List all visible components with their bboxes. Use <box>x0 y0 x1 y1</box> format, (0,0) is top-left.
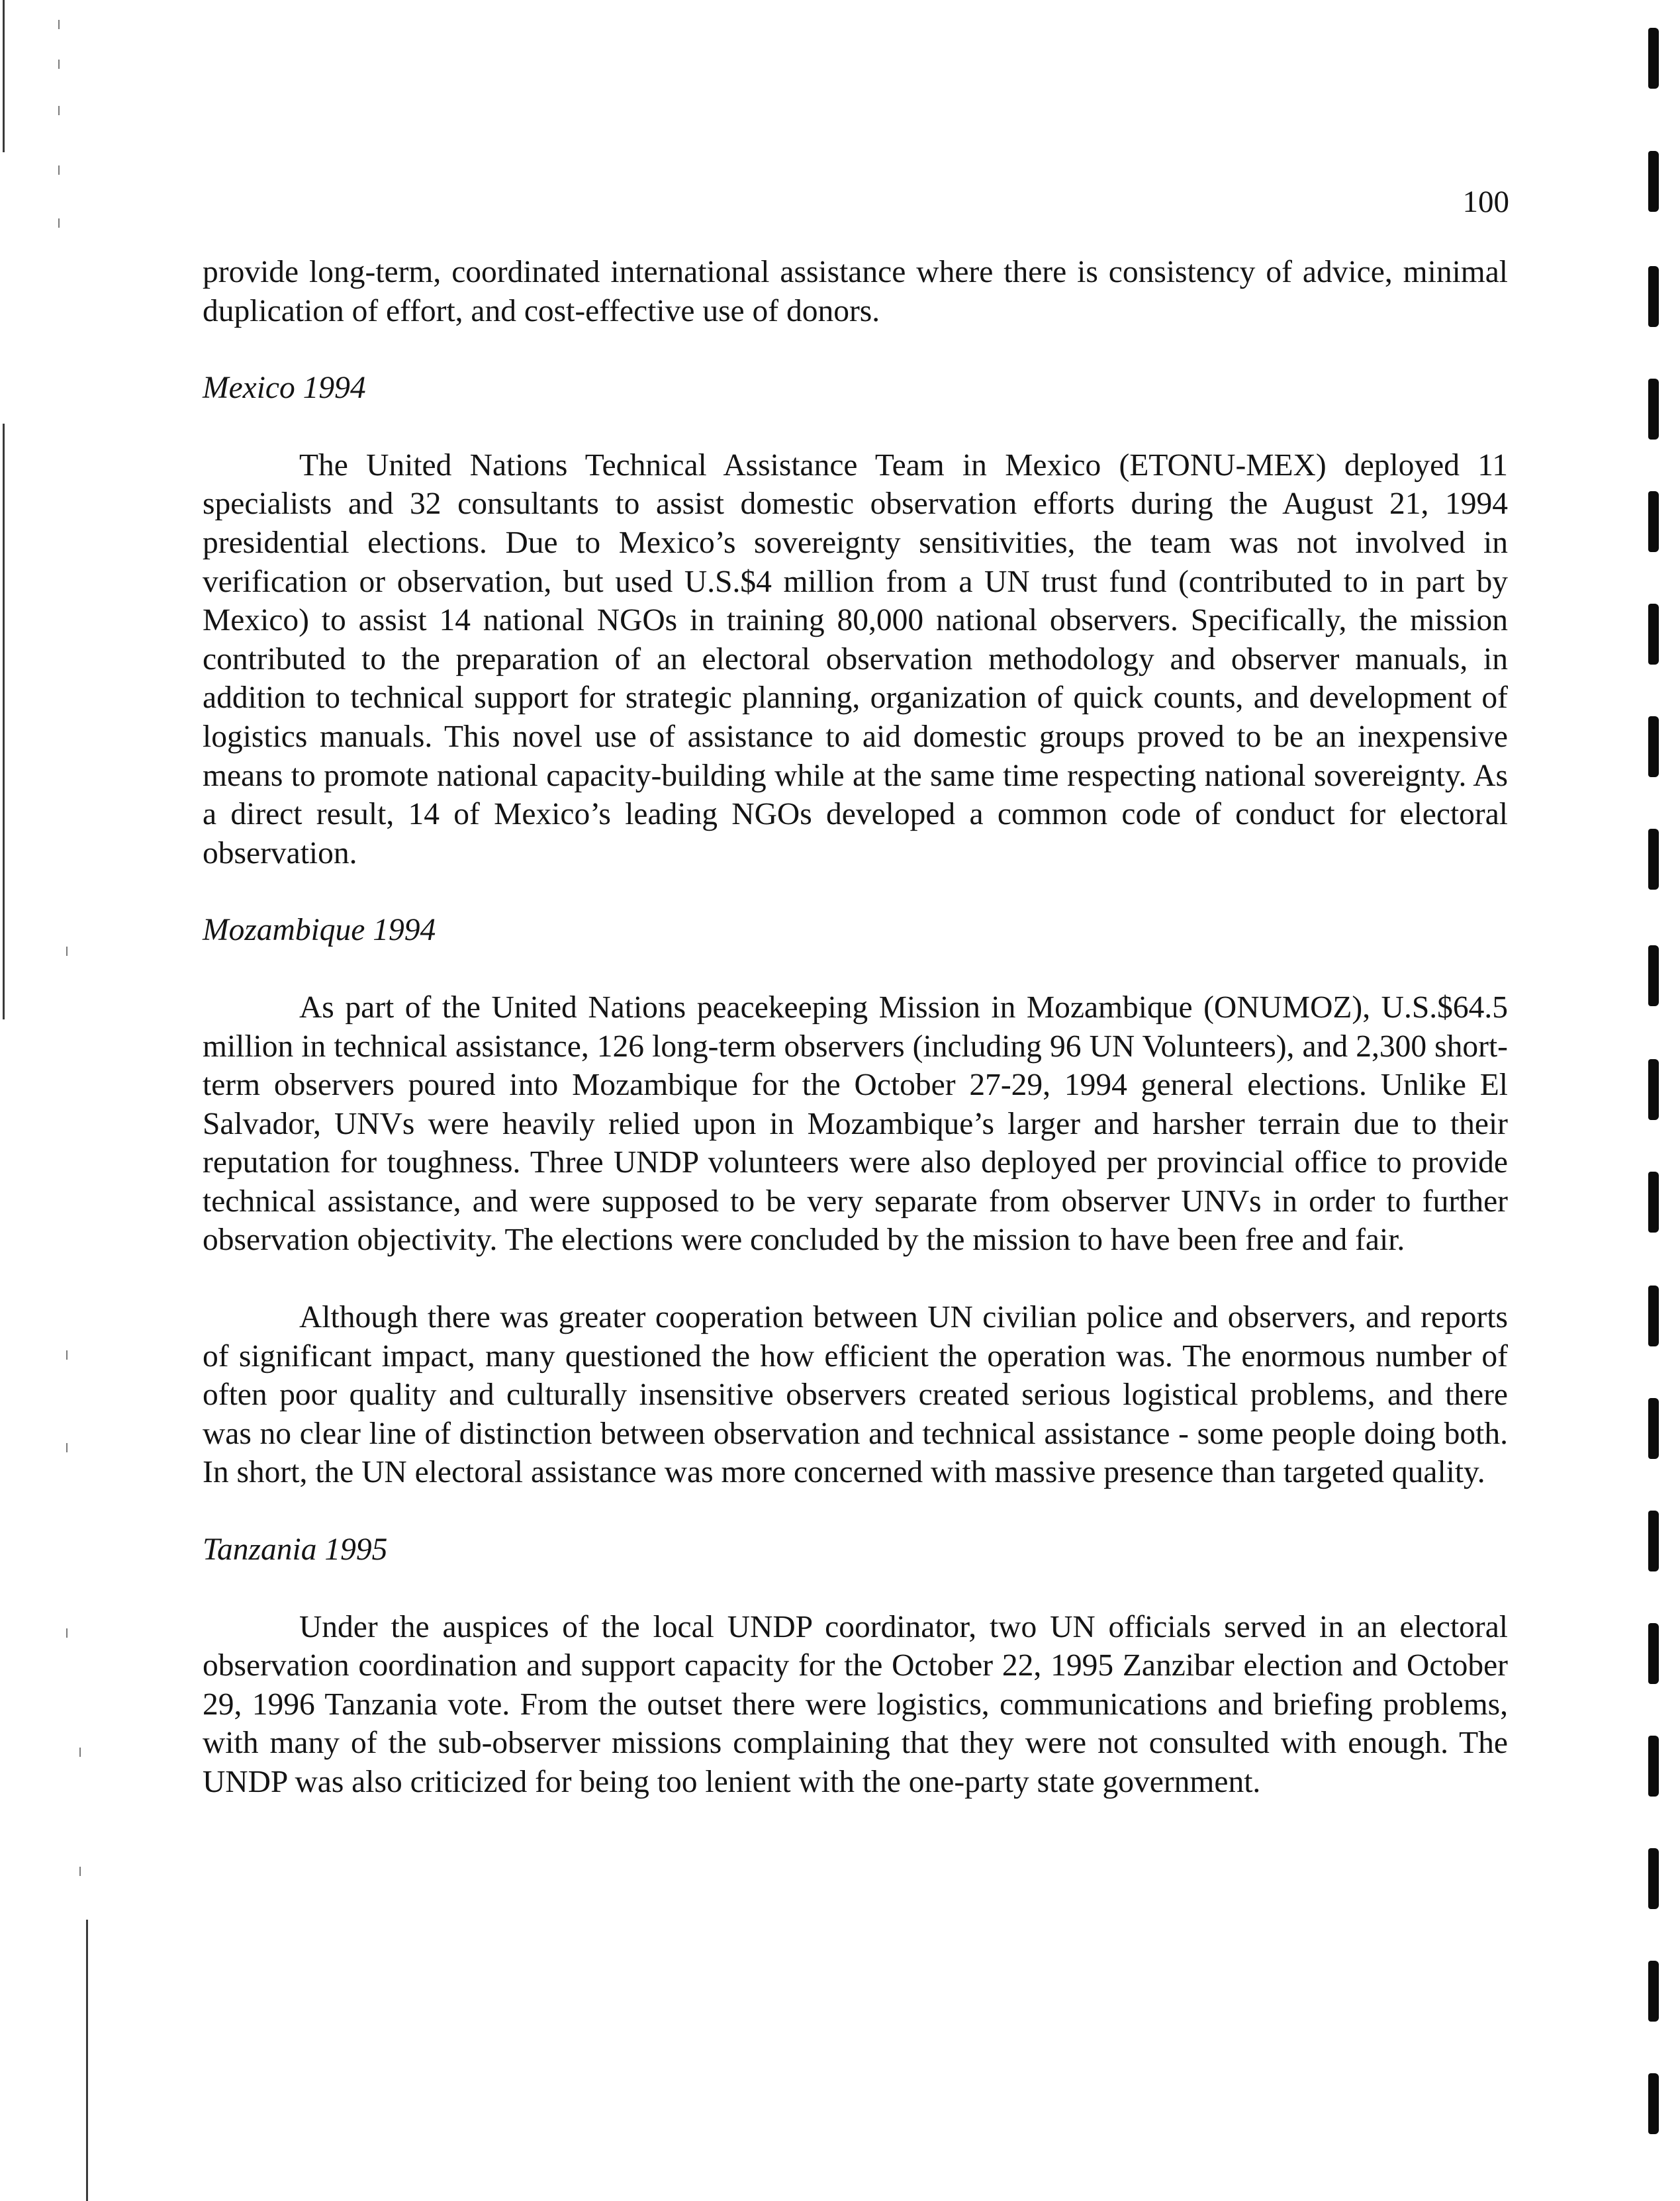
binding-marks <box>1634 0 1680 2201</box>
paragraph-tanzania: Under the auspices of the local UNDP coordinator, two UN officials served in an electoral observation coordination and support capacity for the October 22, 1995 Zanzibar election and October 29, 1996 Tanzania vote. From the outset there were logistics, communications and briefing problems, with many of the sub-observer missions complaining that they were not consulted with enough. The UNDP was also criticized for being too lenient with the one-party state government. <box>203 1609 1508 1799</box>
scan-edge-line <box>86 1920 88 2201</box>
scan-edge-dot <box>79 1867 81 1876</box>
scan-edge-dot <box>58 165 60 175</box>
page-number: 100 <box>1462 185 1509 219</box>
binding-mark <box>1648 2073 1659 2134</box>
binding-mark <box>1648 1059 1659 1120</box>
paragraph-mozambique-1: As part of the United Nations peacekeeping Mission in Mozambique (ONUMOZ), U.S.$64.5 million in technical assistance, 126 long-term observers (including 96 UN Volunteers), and 2,300 short-term observers poured into Mozambique for the October 27-29, 1994 general elections. Unlike El Salvador, UNVs were heavily relied upon in Mozambique’s larger and harsher terrain due to their reputation for toughness. Three UNDP volunteers were also deployed per provincial office to provide technical assistance, and were supposed to be very separate from observer UNVs in order to further observation objectivity. The elections were concluded by the mission to have been free and fair. <box>203 990 1508 1258</box>
binding-mark <box>1648 1286 1659 1346</box>
binding-mark <box>1648 151 1659 212</box>
scan-edge-line <box>3 424 5 1019</box>
binding-mark <box>1648 945 1659 1006</box>
binding-mark <box>1648 716 1659 777</box>
binding-mark <box>1648 491 1659 552</box>
scan-edge-dot <box>58 106 60 115</box>
paragraph-continued: provide long-term, coordinated international assistance where there is consistency of advice, minimal duplication of effort, and cost-effective use of donors. <box>203 255 1508 328</box>
scan-edge-line <box>3 0 5 152</box>
scan-edge-dot <box>58 20 60 29</box>
scan-edge-dot <box>58 218 60 228</box>
scan-edge-dot <box>66 1350 68 1360</box>
binding-mark <box>1648 1398 1659 1459</box>
binding-mark <box>1648 1511 1659 1571</box>
scan-edge-dot <box>66 1628 68 1638</box>
binding-mark <box>1648 829 1659 890</box>
paragraph-mozambique-2: Although there was greater cooperation between UN civilian police and observers, and reports of significant impact, many questioned the how efficient the operation was. The enormous number of often poor quality and culturally insensitive observers created serious logistical problems, and there was no clear line of distinction between observation and technical assistance - some people doing both. In short, the UN electoral assistance was more concerned with massive presence than targeted quality. <box>203 1300 1508 1490</box>
binding-mark <box>1648 379 1659 440</box>
binding-mark <box>1648 1172 1659 1233</box>
paragraph-mexico: The United Nations Technical Assistance Team in Mexico (ETONU-MEX) deployed 11 specialists and 32 consultants to assist domestic observation efforts during the August 21, 1994 presidential elections. Due to Mexico’s sovereignty sensitivities, the team was not involved in verification or observation, but used U.S.$4 million from a UN trust fund (contributed to in part by Mexico) to assist 14 national NGOs in training 80,000 national observers. Specifically, the mission contributed to the preparation of an electoral observation methodology and observer manuals, in addition to technical support for strategic planning, organization of quick counts, and development of logistics manuals. This novel use of assistance to aid domestic groups proved to be an inexpensive means to promote national capacity-building while at the same time respecting national sovereignty. As a direct result, 14 of Mexico’s leading NGOs developed a common code of conduct for electoral observation. <box>203 447 1508 870</box>
binding-mark <box>1648 604 1659 665</box>
scan-edge-dot <box>58 60 60 69</box>
section-heading-mexico: Mexico 1994 <box>203 371 366 406</box>
binding-mark <box>1648 1961 1659 2022</box>
binding-mark <box>1648 1623 1659 1684</box>
section-heading-mozambique: Mozambique 1994 <box>203 913 436 948</box>
document-body <box>203 253 1508 1840</box>
scan-edge-dot <box>66 1443 68 1452</box>
scan-edge-marks <box>0 0 93 2201</box>
section-heading-tanzania: Tanzania 1995 <box>203 1532 388 1568</box>
binding-mark <box>1648 28 1659 89</box>
scan-edge-dot <box>66 947 68 956</box>
binding-mark <box>1648 1848 1659 1909</box>
binding-mark <box>1648 1736 1659 1797</box>
binding-mark <box>1648 266 1659 327</box>
scan-edge-dot <box>79 1748 81 1757</box>
